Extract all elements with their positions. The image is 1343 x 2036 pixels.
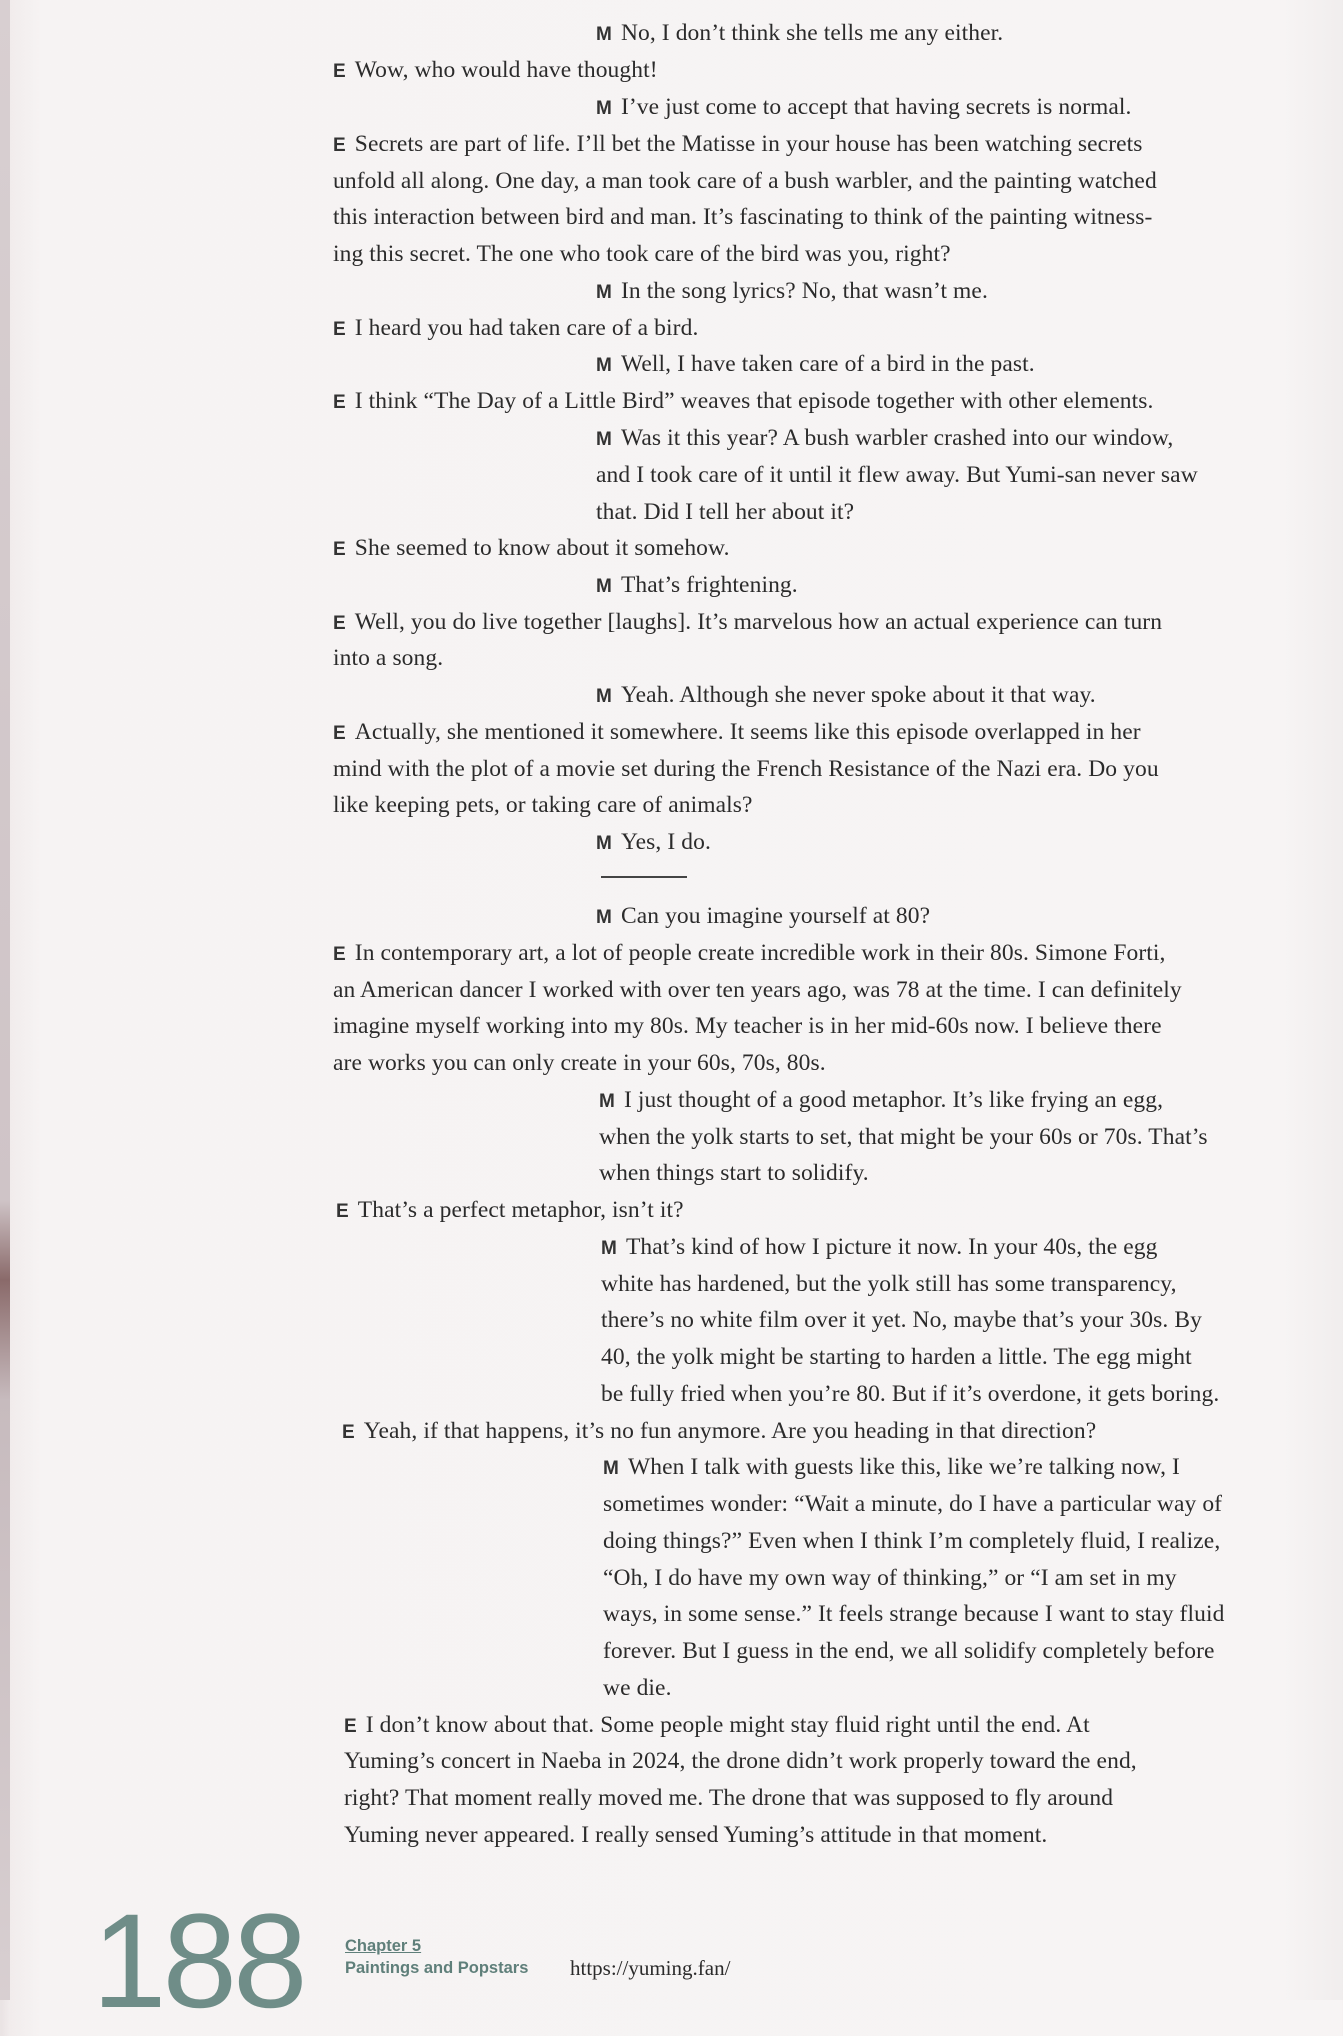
line-text: Was it this year? A bush warbler crashed into our window,	[620, 425, 1174, 451]
text-line	[336, 1192, 684, 1230]
line-text: forever. But I guess in the end, we all solidify completely before	[603, 1638, 1215, 1664]
chapter-title: Paintings and Popstars	[345, 1959, 529, 1977]
line-text: I don’t know about that. Some people might stay fluid right until the end. At	[365, 1712, 1090, 1738]
text-line	[333, 714, 1141, 752]
text-line	[601, 1376, 1219, 1413]
line-text: Yeah. Although she never spoke about it that way.	[620, 682, 1096, 708]
speaker-label: M	[603, 1458, 619, 1479]
line-text: this interaction between bird and man. It’s fascinating to think of the painting witness-	[333, 204, 1153, 230]
text-line	[599, 1155, 869, 1192]
text-line	[344, 1817, 1047, 1854]
speaker-label: E	[333, 613, 346, 634]
line-text: when the yolk starts to set, that might be your 60s or 70s. That’s	[599, 1124, 1208, 1150]
text-line	[333, 310, 698, 348]
speaker-label: M	[596, 833, 612, 854]
text-line	[603, 1633, 1215, 1670]
line-text: That’s a perfect metaphor, isn’t it?	[357, 1197, 684, 1223]
speaker-label: M	[596, 355, 612, 376]
text-line	[333, 199, 1152, 236]
text-line	[333, 126, 1143, 164]
line-text: unfold all along. One day, a man took care of a bush warbler, and the painting watched	[333, 168, 1157, 194]
speaker-label: M	[596, 576, 612, 597]
text-line	[344, 1780, 1113, 1817]
text-line	[599, 1119, 1208, 1156]
line-text: Well, you do live together [laughs]. It’s marvelous how an actual experience can turn	[354, 609, 1163, 635]
line-text: Wow, who would have thought!	[354, 57, 658, 83]
line-text: Yeah, if that happens, it’s no fun anymore. Are you heading in that direction?	[363, 1418, 1097, 1444]
text-line	[599, 1082, 1163, 1120]
line-text: there’s no white film over it yet. No, maybe that’s your 30s. By	[601, 1307, 1202, 1333]
text-line	[333, 640, 443, 677]
line-text: imagine myself working into my 80s. My teacher is in her mid-60s now. I believe there	[333, 1013, 1162, 1039]
speaker-label: M	[596, 98, 612, 119]
text-line	[596, 15, 1003, 53]
speaker-label: E	[333, 944, 346, 965]
text-line	[601, 1302, 1202, 1339]
line-text: I heard you had taken care of a bird.	[354, 315, 699, 341]
section-divider	[601, 876, 687, 878]
line-text: “Oh, I do have my own way of thinking,” or “I am set in my	[603, 1565, 1177, 1591]
line-text: Secrets are part of life. I’ll bet the Matisse in your house has been watching secrets	[354, 131, 1143, 157]
speaker-label: E	[336, 1201, 349, 1222]
text-line	[596, 420, 1173, 458]
line-text: Yuming never appeared. I really sensed Yuming’s attitude in that moment.	[344, 1822, 1048, 1848]
text-line	[603, 1523, 1220, 1560]
text-line	[596, 89, 1132, 127]
text-line	[603, 1596, 1224, 1633]
line-text: Can you imagine yourself at 80?	[620, 903, 931, 929]
page-number: 188	[92, 1887, 304, 2036]
speaker-label: E	[342, 1422, 355, 1443]
text-line	[596, 273, 988, 311]
chapter-number: Chapter 5	[345, 1937, 422, 1955]
text-line	[603, 1560, 1177, 1597]
text-line	[596, 567, 798, 605]
page-gutter-shade	[1283, 0, 1343, 2000]
text-line	[596, 677, 1096, 715]
text-line	[596, 494, 854, 531]
speaker-label: M	[601, 1238, 617, 1259]
line-text: sometimes wonder: “Wait a minute, do I have a particular way of	[603, 1491, 1223, 1517]
text-line	[333, 530, 730, 568]
line-text: Well, I have taken care of a bird in the past.	[620, 351, 1035, 377]
text-line	[342, 1413, 1096, 1451]
text-line	[603, 1486, 1222, 1523]
watermark-url: https://yuming.fan/	[570, 1956, 731, 1980]
text-line	[596, 824, 711, 862]
line-text: and I took care of it until it flew away. But Yumi-san never saw	[596, 462, 1198, 488]
text-line	[333, 163, 1157, 200]
line-text: an American dancer I worked with over ten years ago, was 78 at the time. I can definitely	[333, 977, 1182, 1003]
speaker-label: E	[333, 539, 346, 560]
speaker-label: M	[596, 24, 612, 45]
line-text: No, I don’t think she tells me any either.	[620, 20, 1004, 46]
speaker-label: E	[333, 723, 346, 744]
speaker-label: E	[333, 392, 346, 413]
text-line	[603, 1670, 672, 1707]
text-line	[344, 1743, 1137, 1780]
text-line	[333, 1008, 1162, 1045]
speaker-label: E	[344, 1716, 357, 1737]
text-line	[601, 1229, 1157, 1267]
line-text: like keeping pets, or taking care of animals?	[333, 792, 753, 818]
text-line	[344, 1707, 1090, 1745]
line-text: Yes, I do.	[620, 829, 711, 855]
text-line	[333, 52, 658, 90]
speaker-label: E	[333, 135, 346, 156]
chapter-label	[345, 1935, 528, 1979]
line-text: are works you can only create in your 60s, 70s, 80s.	[333, 1050, 826, 1076]
line-text: Yuming’s concert in Naeba in 2024, the drone didn’t work properly toward the end,	[344, 1748, 1137, 1774]
text-line	[333, 972, 1182, 1009]
line-text: into a song.	[333, 645, 444, 671]
speaker-label: E	[333, 61, 346, 82]
line-text: we die.	[603, 1675, 672, 1701]
line-text: That’s kind of how I picture it now. In your 40s, the egg	[625, 1234, 1158, 1260]
line-text: that. Did I tell her about it?	[596, 499, 855, 525]
text-line	[333, 751, 1159, 788]
line-text: In contemporary art, a lot of people create incredible work in their 80s. Simone Forti,	[354, 940, 1166, 966]
line-text: I just thought of a good metaphor. It’s like frying an egg,	[623, 1087, 1164, 1113]
line-text: 40, the yolk might be starting to harden a little. The egg might	[601, 1344, 1192, 1370]
text-line	[596, 346, 1035, 384]
line-text: when things start to solidify.	[599, 1160, 869, 1186]
speaker-label: M	[596, 907, 612, 928]
text-line	[333, 236, 951, 273]
speaker-label: M	[596, 282, 612, 303]
line-text: In the song lyrics? No, that wasn’t me.	[620, 278, 988, 304]
line-text: She seemed to know about it somehow.	[354, 535, 730, 561]
text-line	[596, 898, 930, 936]
line-text: white has hardened, but the yolk still has some transparency,	[601, 1271, 1177, 1297]
speaker-label: M	[596, 429, 612, 450]
line-text: be fully fried when you’re 80. But if it’s overdone, it gets boring.	[601, 1381, 1220, 1407]
line-text: ways, in some sense.” It feels strange because I want to stay fluid	[603, 1601, 1225, 1627]
text-line	[333, 1045, 826, 1082]
speaker-label: M	[596, 686, 612, 707]
line-text: doing things?” Even when I think I’m completely fluid, I realize,	[603, 1528, 1221, 1554]
text-line	[601, 1339, 1192, 1376]
line-text: ing this secret. The one who took care of the bird was you, right?	[333, 241, 951, 267]
text-line	[333, 383, 1153, 421]
text-line	[596, 457, 1198, 494]
line-text: Actually, she mentioned it somewhere. It seems like this episode overlapped in her	[354, 719, 1141, 745]
text-line	[333, 604, 1162, 642]
line-text: I’ve just come to accept that having secrets is normal.	[620, 94, 1132, 120]
line-text: That’s frightening.	[620, 572, 798, 598]
text-line	[601, 1266, 1177, 1303]
line-text: I think “The Day of a Little Bird” weaves that episode together with other elements.	[354, 388, 1154, 414]
line-text: mind with the plot of a movie set during the French Resistance of the Nazi era. Do you	[333, 756, 1159, 782]
text-line	[333, 935, 1166, 973]
text-line	[603, 1449, 1180, 1487]
speaker-label: M	[599, 1091, 615, 1112]
line-text: right? That moment really moved me. The drone that was supposed to fly around	[344, 1785, 1114, 1811]
page-edge	[0, 0, 10, 2000]
line-text: When I talk with guests like this, like we’re talking now, I	[627, 1454, 1180, 1480]
speaker-label: E	[333, 319, 346, 340]
text-line	[333, 787, 753, 824]
